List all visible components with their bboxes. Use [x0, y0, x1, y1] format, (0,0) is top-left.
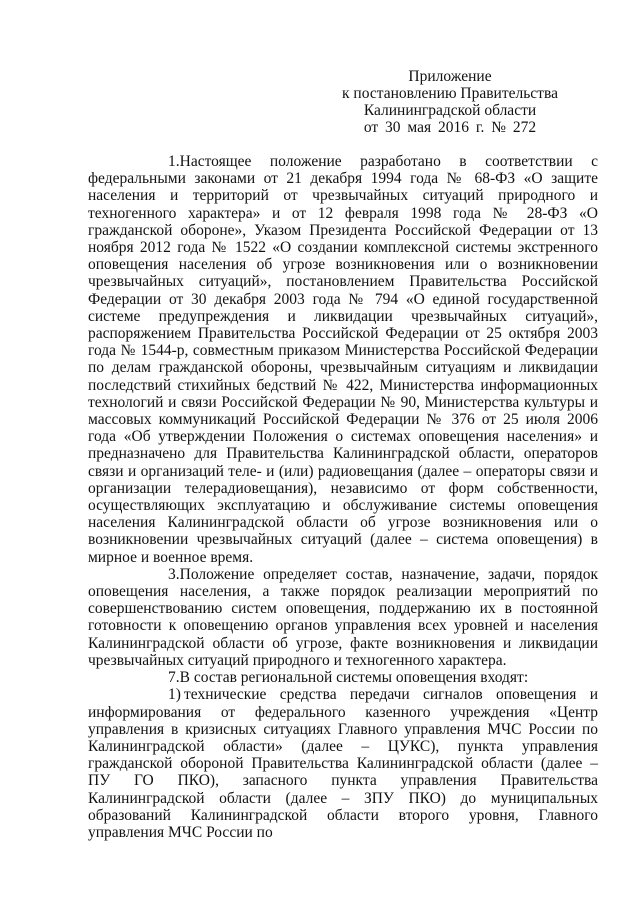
paragraph-text: Настоящее положение разработано в соответствии с федеральными законами от 21 декабря 1994 года № 68-ФЗ «О защите населения и территорий от чрезвычайных ситуаций природного и техногенного характера» и от 12 февраля 1998 года № 28-ФЗ «О гражданской обороне», Указом Президента Российской Федерации от 13 ноября 2012 года № 1522 «О создании комплексной системы экстренного оповещения населения об угрозе возникновения или о возникновении чрезвычайных ситуаций», постановлением Правительства Российской Федерации от 30 декабря 2003 года № 794 «О единой государственной системе предупреждения и ликвидации чрезвычайных ситуаций», распоряжением Правительства Российской Федерации от 25 октября 2003 года № 1544-р, совместным приказом Министерства Российской Федерации по делам гражданской обороны, чрезвычайным ситуациям и ликвидации последствий стихийных бедствий № 422, Министерства информационных технологий и связи Российской Федерации № 90, Министерства культуры и массовых коммуникаций Российской Федерации № 376 от 25 июля 2006 года «Об утверждении Положения о системах оповещения населения» и предназначено для Правительства Калининградской области, операторов связи и организаций теле- и (или) радиовещания (далее – операторы связи и организации телерадиовещания), независимо от форм собственности, осуществляющих эксплуатацию и обслуживание системы оповещения населения Калининградской области об угрозе возникновения или о возникновении чрезвычайных ситуаций (далее – система оповещения) в мирное и военное время. [88, 153, 598, 566]
paragraph-text: технические средства передачи сигналов оповещения и информирования от федерального казенного учреждения «Центр управления в кризисных ситуациях Главного управления МЧС России по Калининградской области» (далее – ЦУКС), пункта управления гражданской обороной Правительства Калининградской области (далее – ПУ ГО ПКО), запасного пункта управления Правительства Калининградской области (далее – ЗПУ ПКО) до муниципальных образований Калининградской области второго уровня, Главного управления МЧС России по [88, 686, 598, 841]
header-region-line: Калининградской области [363, 102, 537, 119]
paragraph-number: 1. [168, 153, 180, 170]
subparagraph-number: 1) [168, 686, 181, 704]
paragraph-text: В состав региональной системы оповещения входят: [179, 669, 529, 687]
attachment-header [320, 68, 580, 136]
paragraph-number: 3. [168, 565, 180, 583]
date-prefix: от [363, 119, 379, 136]
subparagraph-1 [88, 686, 598, 841]
decree-number: 272 [512, 119, 537, 136]
paragraph-1 [88, 153, 598, 566]
number-sign: № [491, 119, 507, 136]
paragraph-text: Положение определяет состав, назначение, задачи, порядок оповещения населения, а также порядок реализации мероприятий по совершенствованию систем оповещения, поддержанию их в постоянной готовности к оповещению органов управления всех уровней и населения Калининградской области об угрозе, факте возникновения и ликвидации чрезвычайных ситуаций природного и техногенного характера. [88, 565, 598, 669]
paragraph-3 [88, 566, 598, 669]
date-value: 30 мая 2016 г. [385, 119, 485, 136]
header-title: Приложение [408, 68, 492, 85]
header-date-line [320, 119, 580, 136]
document-body [88, 153, 598, 841]
paragraph-7 [88, 669, 598, 686]
header-decree-line: к постановлению Правительства [342, 85, 558, 102]
paragraph-number: 7. [168, 669, 180, 687]
